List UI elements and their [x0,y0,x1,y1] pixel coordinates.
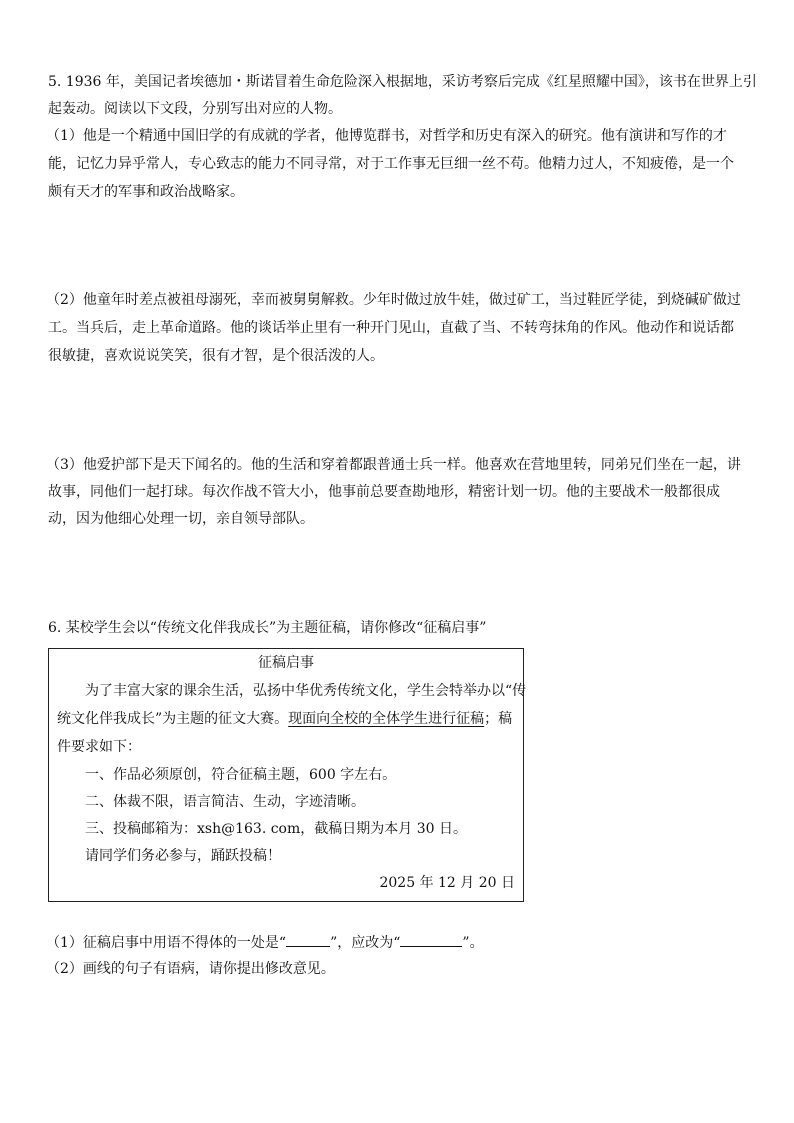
p1-line-1: （1）他是一个精通中国旧学的有成就的学者，他博览群书，对哲学和历史有深入的研究。他有演讲和写作的才 [46,128,727,144]
a1-mid: ”，应改为“ [330,935,401,951]
notice-requirement-3: 三、投稿邮箱为：xsh@163. com，截稿日期为本月 30 日。 [85,821,467,837]
q6-title: 6. 某校学生会以“传统文化伴我成长”为主题征稿，请你修改“征稿启事” [48,620,487,636]
q6-answer-2: （2）画线的句子有语病，请你提出修改意见。 [46,961,335,977]
p2-line-3: 很敏捷，喜欢说说笑笑，很有才智，是个很活泼的人。 [48,348,384,364]
notice-line-2-pre: 统文化伴我成长”为主题的征文大赛。 [57,711,289,727]
answer-blank-1[interactable] [286,932,330,947]
a1-pre: （1）征稿启事中用语不得体的一处是“ [46,935,287,951]
notice-requirement-1: 一、作品必须原创，符合征稿主题，600 字左右。 [85,767,397,783]
notice-requirement-2: 二、体裁不限，语言简洁、生动，字迹清晰。 [85,794,365,810]
p3-line-2: 故事，同他们一起打球。每次作战不管大小，他事前总要查勘地形，精密计划一切。他的主要战术一般都很成 [48,484,720,500]
notice-closing: 请同学们务必参与，踊跃投稿！ [85,848,281,864]
notice-box [48,648,527,902]
answer-blank-2[interactable] [400,932,462,947]
p3-line-1: （3）他爱护部下是天下闻名的。他的生活和穿着都跟普通士兵一样。他喜欢在营地里转，同弟兄们坐在一起，讲 [46,457,741,473]
p1-line-3: 颇有天才的军事和政治战略家。 [48,184,244,200]
q6-answer-1 [46,932,484,952]
notice-heading: 征稿启事 [258,655,314,671]
a1-post: ”。 [462,935,484,951]
p2-line-2: 工。当兵后，走上革命道路。他的谈话举止里有一种开门见山，直截了当、不转弯抹角的作风。他动作和说话都 [48,320,734,336]
notice-date: 2025 年 12 月 20 日 [379,875,515,891]
p2-line-1: （2）他童年时差点被祖母溺死，幸而被舅舅解救。少年时做过放牛娃，做过矿工，当过鞋匠学徒，到烧碱矿做过 [46,292,741,308]
notice-line-2-post: ；稿 [484,711,513,727]
notice-line-1: 为了丰富大家的课余生活，弘扬中华优秀传统文化，学生会特举办以“传 [85,683,527,699]
notice-line-3: 件要求如下： [57,739,141,755]
notice-line-2 [57,709,512,729]
p1-line-2: 能，记忆力异乎常人，专心致志的能力不同寻常，对于工作事无巨细一丝不苟。他精力过人，不知疲倦，是一个 [48,156,734,172]
underlined-sentence: 现面向全校的全体学生进行征稿 [288,711,485,727]
p3-line-3: 动，因为他细心处理一切，亲自领导部队。 [48,511,314,527]
q5-title-line-1: 5. 1936 年，美国记者埃德加・斯诺冒着生命危险深入根据地，采访考察后完成《红星照耀中国》，该书在世界上引 [48,74,757,90]
q5-title-line-2: 起轰动。阅读以下文段，分别写出对应的人物。 [48,101,342,117]
